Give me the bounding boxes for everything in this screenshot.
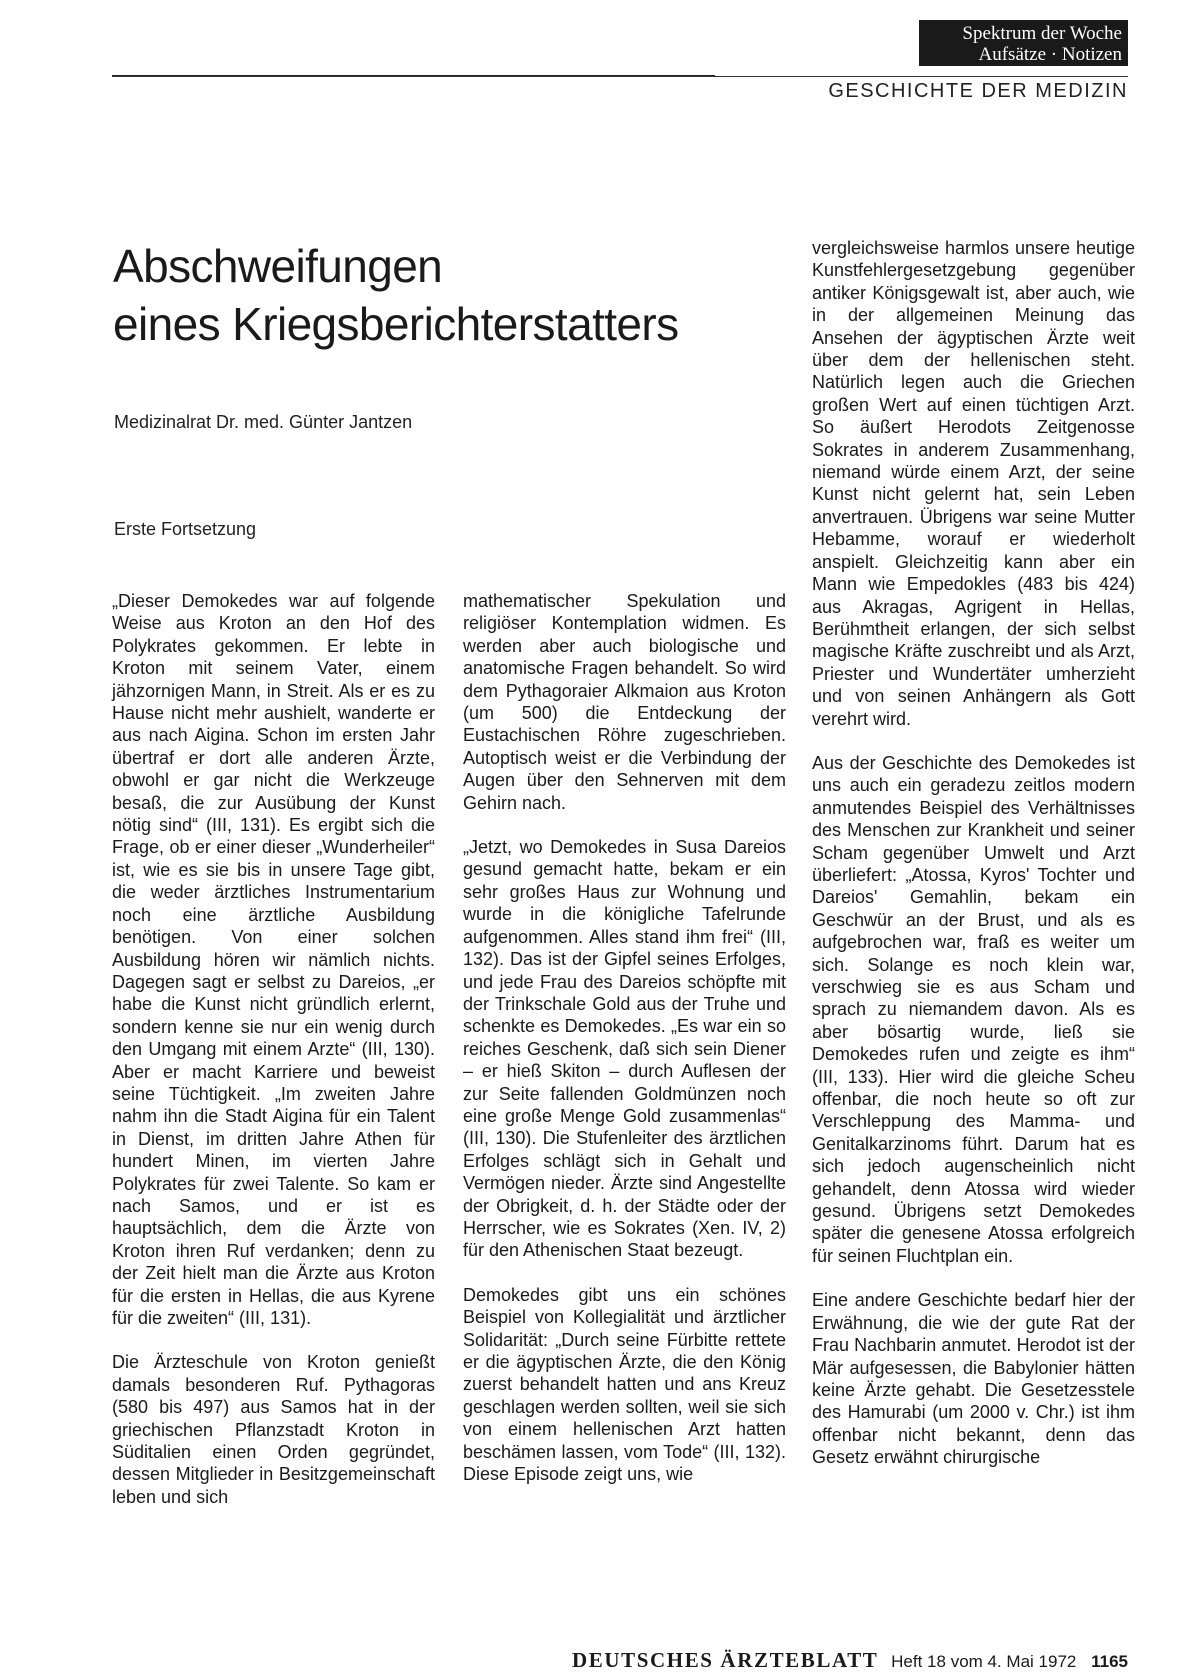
text-column-3 [812,237,1135,1491]
journal-name: DEUTSCHES ÄRZTEBLATT [571,1648,879,1672]
page-number: 1165 [1091,1652,1128,1671]
section-label-box [919,20,1128,66]
article-title [113,237,773,353]
paragraph: „Jetzt, wo Demokedes in Susa Dareios gesund gemacht hatte, bekam er ein sehr großes Haus zur Wohnung und wurde in die königliche Tafelrunde aufgenommen. Alles stand ihm frei“ (III, 132). Das ist der Gipfel seines Erfolges, und jede Frau des Dareios schöpfte mit der Trinkschale Gold aus der Truhe und schenkte es Demokedes. „Es war ein so reiches Geschenk, daß sich sein Diener – er hieß Skiton – durch Auflesen der zur Seite fallenden Goldmünzen noch eine große Menge Gold zusammenlas“ (III, 130). Die Stufenleiter des ärztlichen Erfolges schlägt sich in Gehalt und Vermögen nieder. Ärzte sind Angestellte der Obrigkeit, d. h. der Städte oder der Herrscher, wie es Sokrates (Xen. IV, 2) für den Athenischen Staat bezeugt. [463,837,786,1261]
rubric-heading: GESCHICHTE DER MEDIZIN [828,80,1128,102]
text-column-1 [112,590,435,1530]
paragraph: vergleichsweise harmlos unsere heutige Kunstfehlergesetzgebung gegenüber antiker Königsgewalt ist, aber auch, wie in der allgemeinen Meinung das Ansehen der ägyptischen Ärzte weit über dem der hellenischen steht. Natürlich legen auch die Griechen großen Wert auf einen tüchtigen Arzt. So äußert Herodots Zeitgenosse Sokrates in anderem Zusammenhang, niemand würde einem Arzt, der seine Kunst nicht gelernt hat, sein Leben anvertrauen. Übrigens war seine Mutter Hebamme, worauf er wiederholt anspielt. Gleichzeitig kann aber ein Mann wie Empedokles (483 bis 424) aus Akragas, Agrigent in Hellas, Berühmtheit erlangen, der sich selbst magische Kräfte zuschreibt und als Arzt, Priester und Wundertäter umherzieht und von seinen Anhängern als Gott verehrt wird. [812,238,1135,729]
section-label-line2: Aufsätze · Notizen [978,44,1122,65]
paragraph: Aus der Geschichte des Demokedes ist uns auch ein geradezu zeitlos modern anmutendes Beispiel des Verhältnisses des Menschen zur Krankheit und seiner Scham gegenüber Umwelt und Arzt überliefert: „Atossa, Kyros' Tochter und Dareios' Gemahlin, bekam ein Geschwür an der Brust, und als es aufgebrochen war, fraß es weiter um sich. Solange es noch klein war, verschwieg sie es aus Scham und sprach zu niemandem davon. Als es aber bösartig wurde, ließ sie Demokedes rufen und zeigte es ihm“ (III, 133). Hier wird die gleiche Scheu offenbar, die noch heute so oft zur Verschleppung des Mamma- und Genitalkarzinoms führt. Darum hat es sich jedoch augenscheinlich nicht gehandelt, denn Atossa wird wieder gesund. Übrigens setzt Demokedes später die genesene Atossa erfolgreich für seinen Fluchtplan ein. [812,752,1135,1266]
paragraph: Die Ärzteschule von Kroton genießt damals besonderen Ruf. Pythagoras (580 bis 497) aus Samos hat in der griechischen Pflanzstadt Kroton in Süditalien einen Orden gegründet, dessen Mitglieder in Besitzgemeinschaft leben und sich [112,1352,435,1507]
section-label-line1: Spektrum der Woche [962,23,1122,44]
paragraph: Demokedes gibt uns ein schönes Beispiel von Kollegialität und ärztlicher Solidarität: „Durch seine Fürbitte rettete er die ägyptischen Ärzte, die den König zuerst behandelt hatten und ans Kreuz geschlagen werden sollten, weil sie sich von einem hellenischen Arzt hatten beschämen lassen, vom Tode“ (III, 132). Diese Episode zeigt uns, wie [463,1284,786,1485]
text-column-2 [463,590,786,1507]
paragraph: mathematischer Spekulation und religiöser Kontemplation widmen. Es werden aber auch biologische und anatomische Fragen behandelt. So wird dem Pythagoraier Alkmaion aus Kroton (um 500) die Entdeckung der Eustachischen Röhre zugeschrieben. Autoptisch weist er die Verbindung der Augen über den Sehnerven mit dem Gehirn nach. [463,591,786,813]
title-line-1: Abschweifungen [113,240,443,292]
installment-note: Erste Fortsetzung [114,519,257,539]
header-rule [112,76,1128,77]
paragraph: Eine andere Geschichte bedarf hier der Erwähnung, die wie der gute Rat der Frau Nachbarin anmutet. Herodot ist der Mär aufgesessen, die Babylonier hätten keine Ärzte gehabt. Die Gesetzesstele des Hamurabi (um 2000 v. Chr.) ist ihm offenbar nicht bekannt, denn das Gesetz erwähnt chirurgische [812,1290,1135,1468]
paragraph: „Dieser Demokedes war auf folgende Weise aus Kroton an den Hof des Polykrates gekommen. Er lebte in Kroton mit seinem Vater, einem jähzornigen Mann, in Streit. Als er es zu Hause nicht mehr aushielt, wanderte er aus nach Aigina. Schon im ersten Jahr übertraf er dort alle anderen Ärzte, obwohl er gar nicht die Werkzeuge besaß, die zur Ausübung der Kunst nötig sind“ (III, 131). Es ergibt sich die Frage, ob er einer dieser „Wunderheiler“ ist, wie es sie bis in unsere Tage gibt, die weder ärztliches Instrumentarium noch eine ärztliche Ausbildung benötigen. Von einer solchen Ausbildung hören wir nämlich nichts. Dagegen sagt er selbst zu Dareios, „er habe die Kunst nicht gründlich erlernt, sondern kenne sie nur ein wenig durch den Umgang mit einem Arzte“ (III, 130). Aber er macht Karriere und beweist seine Tüchtigkeit. „Im zweiten Jahre nahm ihn die Stadt Aigina für ein Talent in Dienst, im dritten Jahre Athen für hundert Minen, im vierten Jahre Polykrates für zwei Talente. So kam er nach Samos, und er ist es hauptsächlich, dem die Ärzte von Kroton ihren Ruf verdanken; denn zu der Zeit hielt man die Ärzte aus Kroton für die ersten in Hellas, die aus Kyrene für die zweiten“ (III, 131). [112,591,435,1328]
issue-info: Heft 18 vom 4. Mai 1972 [891,1652,1077,1671]
author-byline: Medizinalrat Dr. med. Günter Jantzen [114,412,413,432]
title-line-2: eines Kriegsberichterstatters [113,298,679,350]
page-footer [572,1648,1128,1673]
